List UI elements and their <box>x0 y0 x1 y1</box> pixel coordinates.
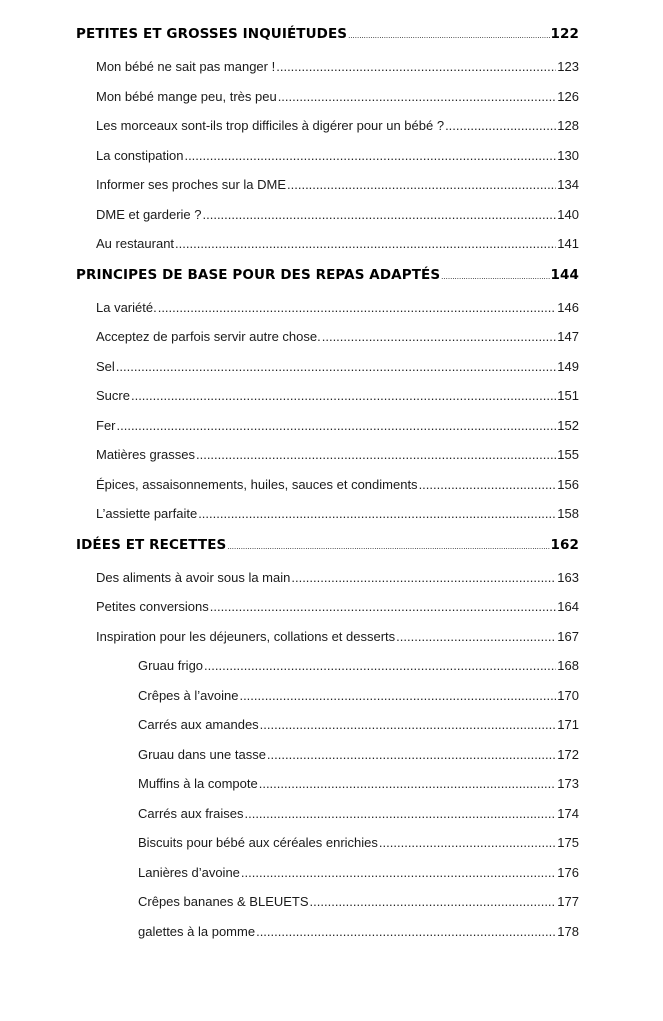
entry-page-number: 163 <box>557 569 579 585</box>
dot-leader <box>396 622 556 652</box>
dot-leader <box>260 710 557 740</box>
entry-title: Matières grasses <box>96 447 195 462</box>
entry-title: Gruau frigo <box>138 658 204 673</box>
dot-leader <box>239 681 556 711</box>
toc-entry[interactable] <box>76 200 579 230</box>
dot-leader <box>278 82 557 112</box>
entry-page-number: 134 <box>557 177 579 192</box>
toc-subentry[interactable] <box>76 769 579 799</box>
dot-leader <box>117 411 557 441</box>
dot-leader <box>227 533 549 560</box>
toc-subentry[interactable] <box>76 828 579 858</box>
section-heading[interactable] <box>76 531 579 560</box>
dot-leader <box>204 651 556 681</box>
entry-title: Au restaurant <box>96 236 175 251</box>
entry-title: Petites conversions <box>96 599 209 614</box>
dot-leader <box>210 592 557 622</box>
toc-subentry[interactable] <box>76 917 579 947</box>
entry-title: Crêpes à l’avoine <box>138 687 239 703</box>
entry-page-number: 146 <box>557 299 579 315</box>
entry-page-number: 164 <box>557 599 579 614</box>
dot-leader <box>379 828 556 858</box>
dot-leader <box>203 200 557 230</box>
entry-title: Sel <box>96 358 115 374</box>
entry-title: Carrés aux amandes <box>138 717 259 732</box>
entry-page-number: 147 <box>557 329 579 344</box>
entry-page-number: 168 <box>557 658 579 673</box>
dot-leader <box>256 917 556 947</box>
dot-leader <box>322 322 557 352</box>
dot-leader <box>445 111 556 141</box>
entry-title: Les morceaux sont-ils trop difficiles à digérer pour un bébé ? <box>96 118 445 133</box>
toc-subentry[interactable] <box>76 740 579 770</box>
dot-leader <box>244 799 556 829</box>
entry-title: La variété. <box>96 299 157 315</box>
entry-title: Carrés aux fraises <box>138 805 244 821</box>
toc-subentry[interactable] <box>76 858 579 888</box>
toc-entry[interactable] <box>76 82 579 112</box>
entry-page-number: 141 <box>557 236 579 251</box>
entry-title: Mon bébé mange peu, très peu <box>96 88 277 104</box>
entry-page-number: 158 <box>557 506 579 521</box>
toc-entry[interactable] <box>76 470 579 500</box>
entry-title: Muffins à la compote <box>138 776 258 791</box>
toc-entry[interactable] <box>76 352 579 382</box>
entry-title: Acceptez de parfois servir autre chose. <box>96 329 321 344</box>
toc-entry[interactable] <box>76 293 579 323</box>
section-page-number: 144 <box>550 266 579 283</box>
toc-entry[interactable] <box>76 229 579 259</box>
dot-leader <box>116 352 557 382</box>
dot-leader <box>441 263 549 290</box>
section-heading[interactable] <box>76 261 579 290</box>
entry-title: Des aliments à avoir sous la main <box>96 569 291 585</box>
toc-entry[interactable] <box>76 622 579 652</box>
entry-title: Informer ses proches sur la DME <box>96 177 287 192</box>
toc-entry[interactable] <box>76 411 579 441</box>
dot-leader <box>184 141 556 171</box>
entry-page-number: 175 <box>557 835 579 850</box>
entry-page-number: 177 <box>557 894 579 909</box>
dot-leader <box>131 381 556 411</box>
toc-entry[interactable] <box>76 111 579 141</box>
dot-leader <box>196 440 556 470</box>
entry-page-number: 126 <box>557 88 579 104</box>
dot-leader <box>276 52 556 82</box>
entry-page-number: 173 <box>557 776 579 791</box>
section-title: IDÉES ET RECETTES <box>76 536 227 553</box>
entry-page-number: 174 <box>557 805 579 821</box>
section-heading[interactable] <box>76 20 579 49</box>
entry-title: Mon bébé ne sait pas manger ! <box>96 59 276 74</box>
toc-subentry[interactable] <box>76 710 579 740</box>
dot-leader <box>158 293 557 323</box>
entry-page-number: 167 <box>557 628 579 644</box>
table-of-contents <box>76 20 579 946</box>
entry-page-number: 130 <box>557 147 579 163</box>
entry-title: Épices, assaisonnements, huiles, sauces et condiments <box>96 476 418 492</box>
entry-page-number: 152 <box>557 417 579 433</box>
entry-title: galettes à la pomme <box>138 923 256 939</box>
entry-page-number: 178 <box>557 923 579 939</box>
dot-leader <box>419 470 557 500</box>
entry-title: Lanières d’avoine <box>138 864 240 880</box>
entry-title: L’assiette parfaite <box>96 506 198 521</box>
entry-page-number: 171 <box>557 717 579 732</box>
dot-leader <box>310 887 557 917</box>
dot-leader <box>259 769 557 799</box>
entry-page-number: 140 <box>557 206 579 222</box>
entry-title: Inspiration pour les déjeuners, collations et desserts <box>96 628 396 644</box>
section-title: PRINCIPES DE BASE POUR DES REPAS ADAPTÉS <box>76 266 441 283</box>
entry-title: DME et garderie ? <box>96 206 202 222</box>
toc-entry[interactable] <box>76 52 579 82</box>
section-title: PETITES ET GROSSES INQUIÉTUDES <box>76 26 348 42</box>
dot-leader <box>287 170 556 200</box>
toc-entry[interactable] <box>76 499 579 529</box>
toc-entry[interactable] <box>76 170 579 200</box>
toc-entry[interactable] <box>76 563 579 593</box>
entry-page-number: 128 <box>557 118 579 133</box>
toc-entry[interactable] <box>76 141 579 171</box>
dot-leader <box>198 499 556 529</box>
entry-title: La constipation <box>96 147 184 163</box>
toc-subentry[interactable] <box>76 681 579 711</box>
toc-entry[interactable] <box>76 322 579 352</box>
toc-subentry[interactable] <box>76 887 579 917</box>
entry-page-number: 149 <box>557 358 579 374</box>
toc-entry[interactable] <box>76 381 579 411</box>
section-page-number: 122 <box>550 26 579 42</box>
toc-subentry[interactable] <box>76 799 579 829</box>
entry-page-number: 176 <box>557 864 579 880</box>
dot-leader <box>348 22 549 49</box>
entry-page-number: 151 <box>557 388 579 403</box>
dot-leader <box>241 858 556 888</box>
dot-leader <box>267 740 556 770</box>
entry-page-number: 170 <box>557 687 579 703</box>
entry-title: Fer <box>96 417 116 433</box>
entry-page-number: 156 <box>557 476 579 492</box>
entry-title: Biscuits pour bébé aux céréales enrichies <box>138 835 378 850</box>
entry-title: Sucre <box>96 388 130 403</box>
entry-page-number: 172 <box>557 746 579 762</box>
toc-subentry[interactable] <box>76 651 579 681</box>
entry-title: Crêpes bananes & BLEUETS <box>138 894 309 909</box>
entry-page-number: 123 <box>557 59 579 74</box>
toc-entry[interactable] <box>76 440 579 470</box>
entry-page-number: 155 <box>557 447 579 462</box>
dot-leader <box>175 229 556 259</box>
entry-title: Gruau dans une tasse <box>138 746 266 762</box>
section-page-number: 162 <box>550 536 579 553</box>
toc-entry[interactable] <box>76 592 579 622</box>
dot-leader <box>291 563 556 593</box>
